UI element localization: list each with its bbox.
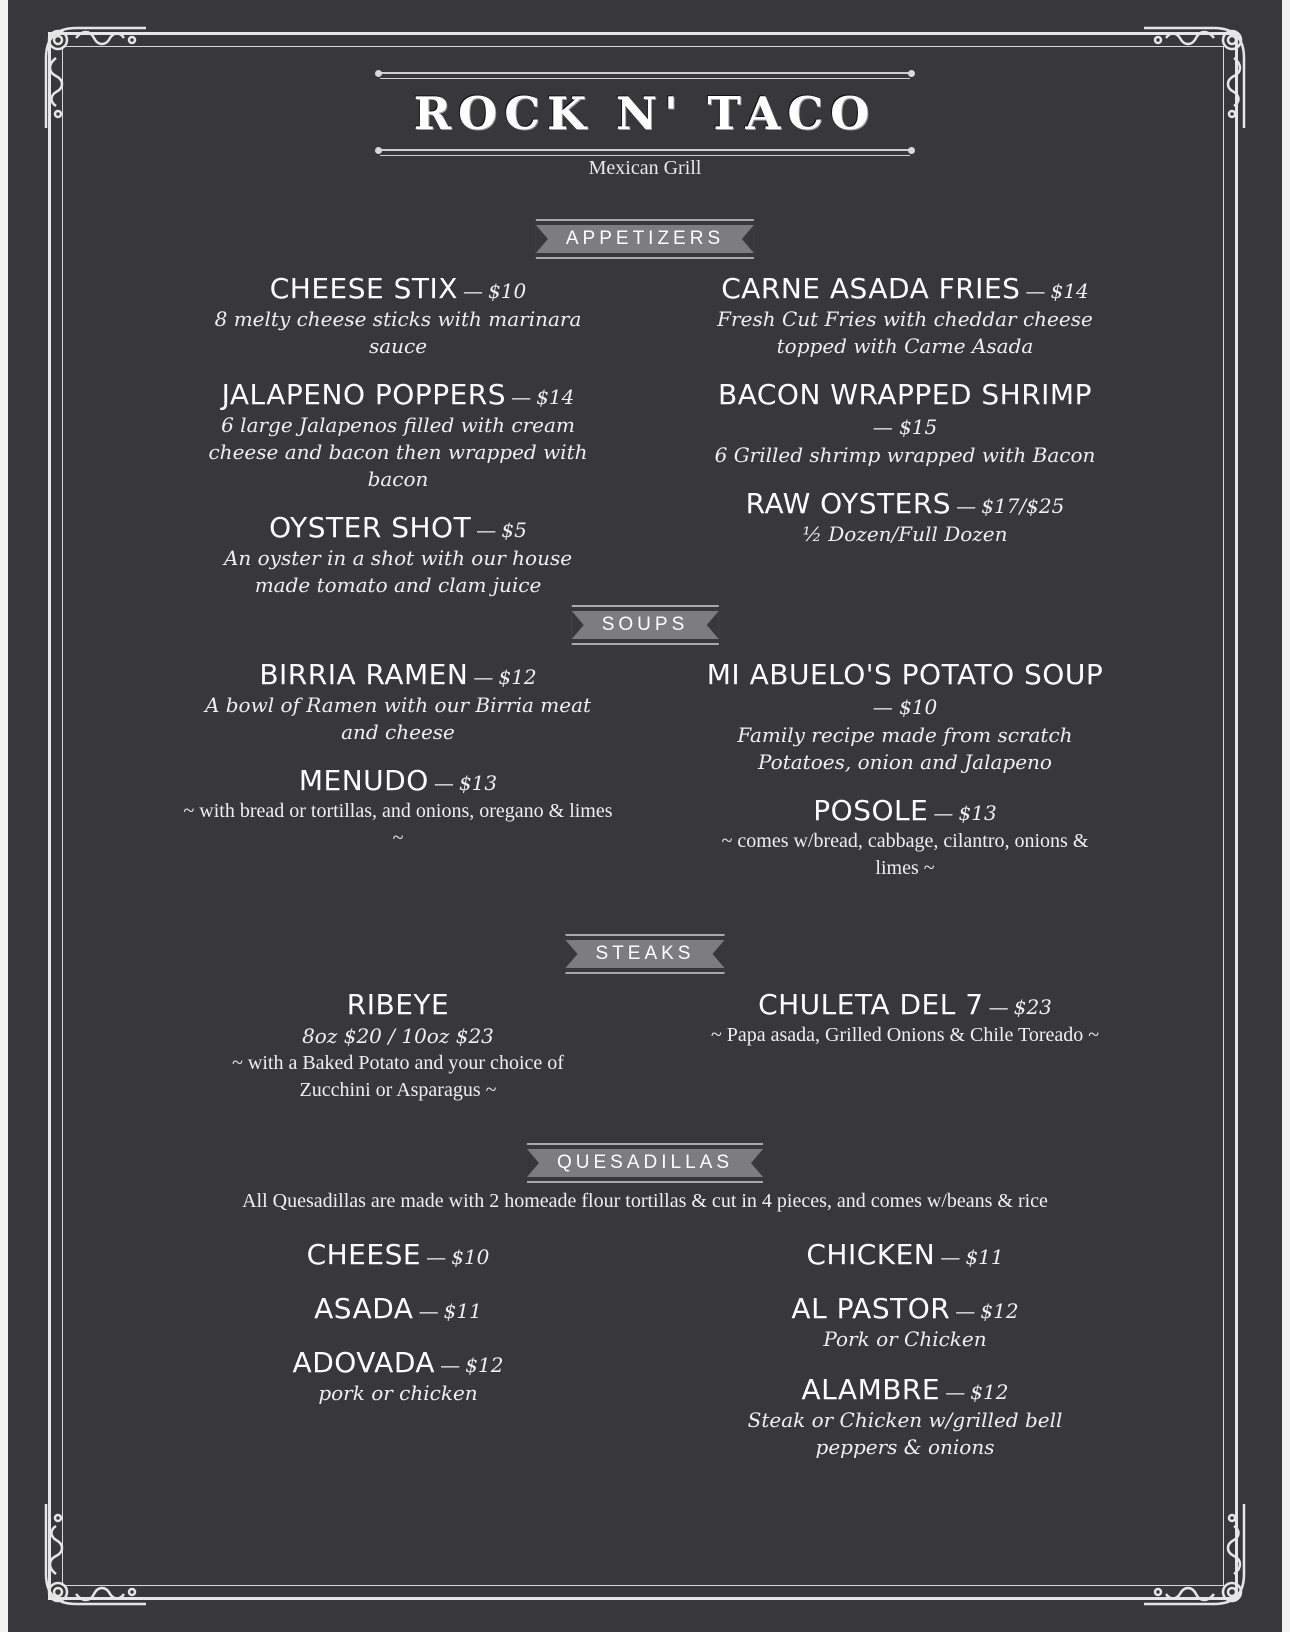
- item-description: ~ comes w/bread, cabbage, cilantro, onions & limes ~: [721, 830, 1089, 879]
- section-banner-soups: [572, 611, 719, 639]
- item-price: $13: [958, 801, 997, 825]
- menu-item-birria-ramen: BIRRIA RAMEN — $12 A bowl of Ramen with our Birria meat and cheese: [183, 658, 613, 746]
- item-description: Fresh Cut Fries with cheddar cheese topped with Carne Asada: [717, 307, 1093, 358]
- steaks-right-column: [680, 988, 1130, 1067]
- item-name: RAW OYSTERS: [745, 487, 952, 520]
- item-description: 8 melty cheese sticks with marinara sauce: [214, 307, 582, 358]
- title-rule-bottom: [380, 149, 910, 156]
- quesadillas-note: All Quesadillas are made with 2 homeade flour tortillas & cut in 4 pieces, and comes w/beans & rice: [242, 1190, 1048, 1212]
- item-name: POSOLE: [813, 794, 929, 827]
- item-name: CARNE ASADA FRIES: [721, 272, 1021, 305]
- section-banner-steaks: [566, 940, 725, 968]
- menu-item-menudo: MENUDO — $13 ~ with bread or tortillas, and onions, oregano & limes ~: [183, 764, 613, 852]
- menu-item-alambre-quesadilla: ALAMBRE — $12 Steak or Chicken w/grilled bell peppers & onions: [690, 1373, 1120, 1461]
- item-description: ~ with bread or tortillas, and onions, oregano & limes ~: [183, 800, 613, 849]
- quesadillas-left-column: [183, 1238, 613, 1425]
- item-name: ADOVADA: [292, 1346, 436, 1379]
- appetizers-right-column: [690, 272, 1120, 566]
- title-block: [8, 72, 1282, 156]
- ornamental-corner-icon: [1134, 1494, 1254, 1614]
- item-description: 6 large Jalapenos filled with cream cheese and bacon then wrapped with bacon: [208, 413, 588, 491]
- section-title: SOUPS: [601, 614, 689, 635]
- item-price: $12: [980, 1299, 1019, 1323]
- item-description: 6 Grilled shrimp wrapped with Bacon: [714, 443, 1096, 467]
- menu-item-bacon-wrapped-shrimp: BACON WRAPPED SHRIMP — $15 6 Grilled shrimp wrapped with Bacon: [690, 378, 1120, 469]
- item-name: MENUDO: [298, 764, 429, 797]
- item-price: $15: [899, 415, 938, 439]
- menu-item-cheese-stix: CHEESE STIX — $10 8 melty cheese sticks with marinara sauce: [183, 272, 613, 360]
- title-rule-top: [380, 72, 910, 79]
- item-price: $14: [536, 385, 575, 409]
- item-price: $11: [443, 1299, 482, 1323]
- item-name: CHEESE: [306, 1238, 422, 1271]
- steaks-left-column: [183, 988, 613, 1122]
- menu-item-chicken-quesadilla: CHICKEN — $11: [806, 1238, 1004, 1271]
- item-description: Family recipe made from scratch Potatoes, onion and Jalapeno: [737, 723, 1073, 774]
- menu-item-potato-soup: MI ABUELO'S POTATO SOUP — $10 Family recipe made from scratch Potatoes, onion and Jalapeno: [690, 658, 1120, 776]
- appetizers-left-column: [183, 272, 613, 617]
- item-price: $10: [451, 1245, 490, 1269]
- restaurant-subtitle: Mexican Grill: [588, 157, 702, 179]
- menu-item-posole: POSOLE — $13 ~ comes w/bread, cabbage, cilantro, onions & limes ~: [690, 794, 1120, 882]
- item-price: $23: [1013, 995, 1052, 1019]
- item-description: ~ Papa asada, Grilled Onions & Chile Toreado ~: [710, 1024, 1100, 1046]
- item-name: OYSTER SHOT: [269, 511, 472, 544]
- item-price: $11: [965, 1245, 1004, 1269]
- menu-item-cheese-quesadilla: CHEESE — $10: [306, 1238, 490, 1271]
- soups-right-column: [690, 658, 1120, 900]
- item-name: CHULETA DEL 7: [758, 988, 984, 1021]
- item-name: BACON WRAPPED SHRIMP: [718, 378, 1092, 411]
- menu-item-raw-oysters: RAW OYSTERS — $17/$25 ½ Dozen/Full Dozen: [690, 487, 1120, 548]
- item-name: BIRRIA RAMEN: [259, 658, 469, 691]
- item-name: CHICKEN: [806, 1238, 936, 1271]
- item-description: Pork or Chicken: [823, 1327, 987, 1351]
- menu-item-oyster-shot: OYSTER SHOT — $5 An oyster in a shot with our house made tomato and clam juice: [183, 511, 613, 599]
- item-name: ASADA: [314, 1292, 414, 1325]
- item-price: $13: [458, 771, 498, 795]
- item-price: $14: [1050, 279, 1089, 303]
- menu-item-al-pastor-quesadilla: AL PASTOR — $12 Pork or Chicken: [690, 1292, 1120, 1353]
- restaurant-title: ROCK N' TACO: [413, 87, 877, 140]
- item-name: JALAPENO POPPERS: [221, 378, 506, 411]
- section-banner-quesadillas: [527, 1149, 763, 1177]
- menu-item-adovada-quesadilla: ADOVADA — $12 pork or chicken: [183, 1346, 613, 1407]
- section-banner-appetizers: [536, 225, 754, 253]
- section-title: QUESADILLAS: [557, 1152, 733, 1173]
- soups-left-column: [183, 658, 613, 870]
- item-description: A bowl of Ramen with our Birria meat and cheese: [204, 693, 592, 744]
- menu-item-asada-quesadilla: ASADA — $11: [314, 1292, 482, 1325]
- menu-item-chuleta: CHULETA DEL 7 — $23 ~ Papa asada, Grilled Onions & Chile Toreado ~: [680, 988, 1130, 1049]
- item-price: $12: [970, 1380, 1009, 1404]
- item-description: pork or chicken: [318, 1381, 478, 1405]
- item-price: $10: [488, 279, 527, 303]
- item-name: MI ABUELO'S POTATO SOUP: [706, 658, 1104, 691]
- item-name: AL PASTOR: [791, 1292, 951, 1325]
- item-name: RIBEYE: [346, 988, 450, 1021]
- item-price: $12: [498, 665, 537, 689]
- menu-item-jalapeno-poppers: JALAPENO POPPERS — $14 6 large Jalapenos filled with cream cheese and bacon then wrapped with bacon: [183, 378, 613, 493]
- menu-board: [8, 0, 1282, 1632]
- item-name: CHEESE STIX: [269, 272, 458, 305]
- item-name: ALAMBRE: [801, 1373, 941, 1406]
- item-price: $5: [501, 518, 527, 542]
- item-description: An oyster in a shot with our house made tomato and clam juice: [223, 546, 573, 597]
- section-title: APPETIZERS: [565, 228, 725, 249]
- item-description: ½ Dozen/Full Dozen: [802, 522, 1008, 546]
- item-price: $10: [899, 695, 938, 719]
- menu-item-carne-asada-fries: CARNE ASADA FRIES — $14 Fresh Cut Fries with cheddar cheese topped with Carne Asada: [690, 272, 1120, 360]
- item-price: 8oz $20 / 10oz $23: [302, 1024, 494, 1048]
- menu-item-ribeye: [183, 988, 613, 1104]
- item-description: ~ with a Baked Potato and your choice of Zucchini or Asparagus ~: [232, 1052, 564, 1101]
- item-description: Steak or Chicken w/grilled bell peppers & onions: [747, 1408, 1063, 1459]
- quesadillas-right-column: [690, 1238, 1120, 1479]
- item-price: $17/$25: [981, 494, 1065, 518]
- ornamental-corner-icon: [36, 1494, 156, 1614]
- item-price: $12: [465, 1353, 504, 1377]
- section-title: STEAKS: [595, 943, 695, 964]
